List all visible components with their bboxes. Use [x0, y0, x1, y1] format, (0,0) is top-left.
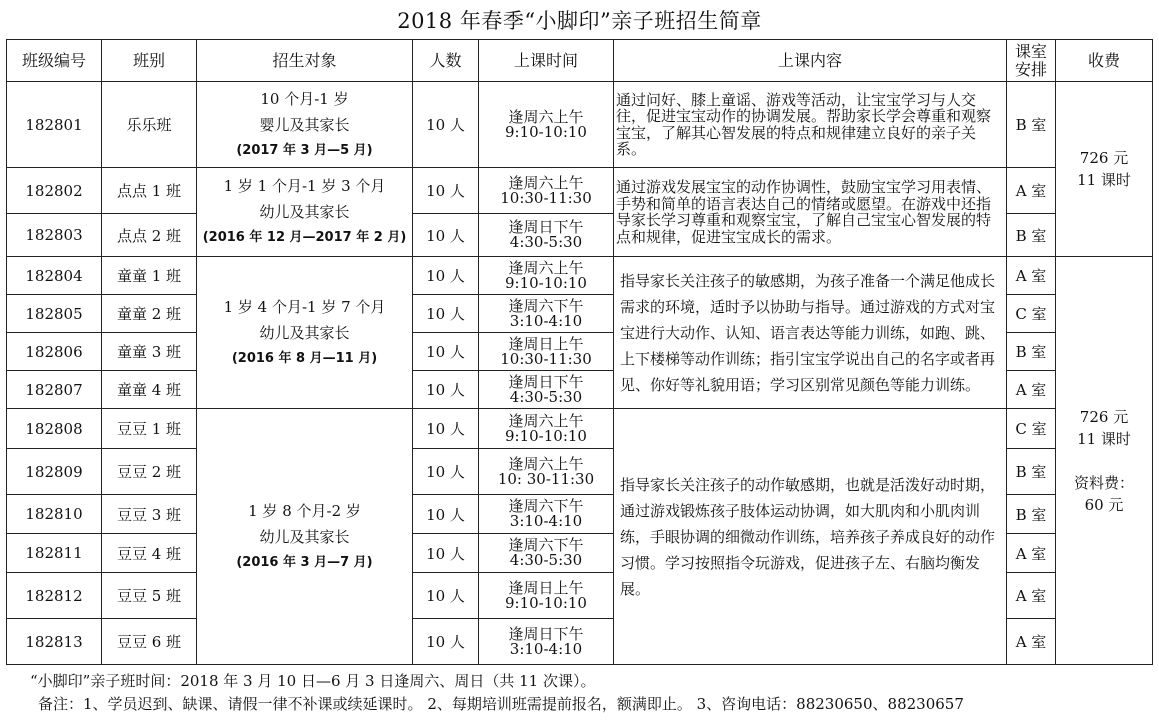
- class-time: 逢周日上午 9:10-10:10: [479, 573, 614, 619]
- class-time: 逢周日下午 4:30-5:30: [479, 371, 614, 409]
- class-time: 逢周六上午 10: 30-11:30: [479, 449, 614, 495]
- class-room: A 室: [1007, 573, 1056, 619]
- class-time: 逢周日下午 3:10-4:10: [479, 619, 614, 665]
- schedule-table: [6, 39, 1153, 665]
- class-name: 童童 4 班: [102, 371, 197, 409]
- class-name: 豆豆 6 班: [102, 619, 197, 665]
- class-time: 逢周日上午 10:30-11:30: [479, 333, 614, 371]
- class-name: 豆豆 5 班: [102, 573, 197, 619]
- class-room: B 室: [1007, 495, 1056, 534]
- class-content: 通过问好、膝上童谣、游戏等活动，让宝宝学习与人交往，促进宝宝动作的协调发展。帮助家长学会尊重和观察宝宝，了解其心智发展的特点和规律建立良好的亲子关系。: [614, 82, 1007, 168]
- class-count: 10 人: [413, 214, 479, 257]
- class-name: 点点 2 班: [102, 214, 197, 257]
- class-count: 10 人: [413, 573, 479, 619]
- class-no: 182806: [7, 333, 102, 371]
- class-no: 182808: [7, 409, 102, 449]
- class-name: 童童 2 班: [102, 295, 197, 333]
- class-room: A 室: [1007, 619, 1056, 665]
- class-no: 182807: [7, 371, 102, 409]
- class-no: 182813: [7, 619, 102, 665]
- header-content: 上课内容: [614, 40, 1007, 82]
- fee-cell: 726 元 11 课时 资料费： 60 元: [1056, 257, 1153, 665]
- class-time: 逢周日下午 4:30-5:30: [479, 214, 614, 257]
- class-no: 182801: [7, 82, 102, 168]
- class-count: 10 人: [413, 534, 479, 573]
- header-time: 上课时间: [479, 40, 614, 82]
- class-name: 童童 3 班: [102, 333, 197, 371]
- class-time: 逢周六下午 3:10-4:10: [479, 495, 614, 534]
- class-room: B 室: [1007, 214, 1056, 257]
- class-count: 10 人: [413, 371, 479, 409]
- class-time: 逢周六上午 10:30-11:30: [479, 168, 614, 214]
- header-room: 课室 安排: [1007, 40, 1056, 82]
- table-row: [7, 82, 1153, 168]
- table-row: [7, 257, 1153, 295]
- class-content: 指导家长关注孩子的动作敏感期，也就是活泼好动时期，通过游戏锻炼孩子肢体运动协调，如大肌肉和小肌肉训练，手眼协调的细微动作训练，培养孩子养成良好的动作习惯。学习按照指令玩游戏，促进孩子左、右脑均衡发展。: [614, 409, 1007, 665]
- class-count: 10 人: [413, 619, 479, 665]
- class-name: 点点 1 班: [102, 168, 197, 214]
- target-group: 10 个月-1 岁 婴儿及其家长 (2017 年 3 月—5 月): [197, 82, 413, 168]
- class-name: 豆豆 3 班: [102, 495, 197, 534]
- class-time: 逢周六上午 9:10-10:10: [479, 409, 614, 449]
- class-no: 182810: [7, 495, 102, 534]
- header-target: 招生对象: [197, 40, 413, 82]
- header-class-no: 班级编号: [7, 40, 102, 82]
- class-no: 182811: [7, 534, 102, 573]
- class-no: 182812: [7, 573, 102, 619]
- class-count: 10 人: [413, 295, 479, 333]
- target-group: 1 岁 4 个月-1 岁 7 个月 幼儿及其家长 (2016 年 8 月—11 月): [197, 257, 413, 409]
- class-room: B 室: [1007, 449, 1056, 495]
- class-room: C 室: [1007, 409, 1056, 449]
- class-name: 乐乐班: [102, 82, 197, 168]
- class-count: 10 人: [413, 333, 479, 371]
- class-time: 逢周六上午 9:10-10:10: [479, 82, 614, 168]
- target-group: 1 岁 8 个月-2 岁 幼儿及其家长 (2016 年 3 月—7 月): [197, 409, 413, 665]
- class-room: A 室: [1007, 168, 1056, 214]
- class-time: 逢周六下午 3:10-4:10: [479, 295, 614, 333]
- fee-cell: 726 元 11 课时: [1056, 82, 1153, 257]
- class-count: 10 人: [413, 495, 479, 534]
- class-content: 通过游戏发展宝宝的动作协调性，鼓励宝宝学习用表情、手势和简单的语言表达自己的情绪或愿望。在游戏中还指导家长学习尊重和观察宝宝，了解自己宝宝心智发展的特点和规律，促进宝宝成长的需求。: [614, 168, 1007, 257]
- class-room: A 室: [1007, 371, 1056, 409]
- class-no: 182809: [7, 449, 102, 495]
- header-count: 人数: [413, 40, 479, 82]
- class-time: 逢周六上午 9:10-10:10: [479, 257, 614, 295]
- class-no: 182804: [7, 257, 102, 295]
- class-time: 逢周六下午 4:30-5:30: [479, 534, 614, 573]
- footer-schedule: “小脚印”亲子班时间：2018 年 3 月 10 日—6 月 3 日逢周六、周日（共 11 次课）。: [30, 672, 596, 690]
- class-count: 10 人: [413, 409, 479, 449]
- header-class-name: 班别: [102, 40, 197, 82]
- class-content: 指导家长关注孩子的敏感期，为孩子准备一个满足他成长需求的环境，适时予以协助与指导。通过游戏的方式对宝宝进行大动作、认知、语言表达等能力训练，如跑、跳、上下楼梯等动作训练；指引宝宝学说出自己的名字或者再见、你好等礼貌用语；学习区别常见颜色等能力训练。: [614, 257, 1007, 409]
- class-count: 10 人: [413, 168, 479, 214]
- table-row: [7, 409, 1153, 449]
- class-name: 豆豆 4 班: [102, 534, 197, 573]
- class-name: 豆豆 1 班: [102, 409, 197, 449]
- class-count: 10 人: [413, 257, 479, 295]
- header-fee: 收费: [1056, 40, 1153, 82]
- class-no: 182805: [7, 295, 102, 333]
- target-group: 1 岁 1 个月-1 岁 3 个月 幼儿及其家长 (2016 年 12 月—2017 年 2 月): [197, 168, 413, 257]
- table-row: [7, 168, 1153, 214]
- class-room: A 室: [1007, 534, 1056, 573]
- class-count: 10 人: [413, 449, 479, 495]
- class-no: 182802: [7, 168, 102, 214]
- class-room: C 室: [1007, 295, 1056, 333]
- class-count: 10 人: [413, 82, 479, 168]
- class-name: 豆豆 2 班: [102, 449, 197, 495]
- footer-notes: 备注：1、学员迟到、缺课、请假一律不补课或续延课时。 2、每期培训班需提前报名，额满即止。 3、咨询电话：88230650、88230657: [38, 695, 964, 713]
- page-title: 2018 年春季“小脚印”亲子班招生简章: [397, 9, 762, 33]
- class-no: 182803: [7, 214, 102, 257]
- class-room: A 室: [1007, 257, 1056, 295]
- header-row: [7, 40, 1153, 82]
- class-room: B 室: [1007, 333, 1056, 371]
- class-room: B 室: [1007, 82, 1056, 168]
- class-name: 童童 1 班: [102, 257, 197, 295]
